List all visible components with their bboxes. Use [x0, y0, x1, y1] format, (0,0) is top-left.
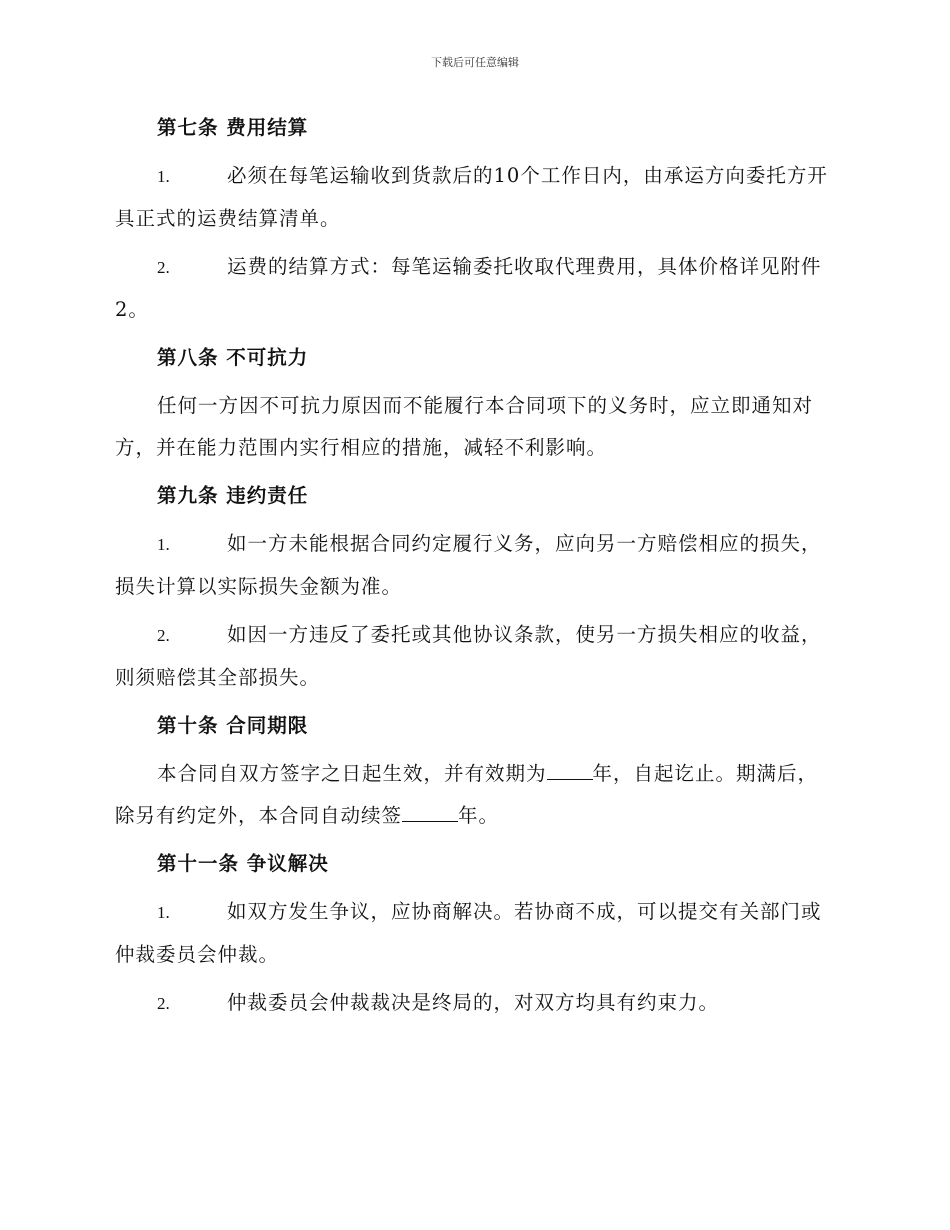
item-text: 必须在每笔运输收到货款后的10个工作日内，由承运方向委托方开具正式的运费结算清单。	[115, 164, 828, 230]
section-heading: 第十一条 争议解决	[157, 852, 329, 875]
item-number: 1.	[157, 167, 170, 186]
item-number: 2.	[157, 626, 170, 645]
item-text: 仲裁委员会仲裁裁决是终局的，对双方均具有约束力。	[227, 991, 720, 1014]
item-number: 1.	[157, 903, 170, 922]
text-part: 年，自起讫止。期满后，除另有约定外，本合同自动续签	[115, 762, 819, 827]
item-number: 2.	[157, 994, 170, 1013]
text-part: 年。	[458, 804, 500, 827]
fill-in-blank	[402, 801, 458, 822]
section-heading: 第七条 费用结算	[157, 116, 309, 139]
list-item	[115, 614, 835, 699]
text-part: 本合同自双方签字之日起生效，并有效期为	[157, 762, 547, 785]
document-body	[115, 107, 835, 1031]
item-text: 运费的结算方式：每笔运输委托收取代理费用，具体价格详见附件2。	[115, 255, 822, 321]
section-heading: 第九条 违约责任	[157, 484, 309, 507]
item-text: 如因一方违反了委托或其他协议条款，使另一方损失相应的收益，则须赔偿其全部损失。	[115, 623, 822, 689]
section-heading: 第八条 不可抗力	[157, 346, 309, 369]
list-item	[115, 246, 835, 331]
page-header: 下载后可任意编辑	[431, 56, 519, 69]
item-text: 如双方发生争议，应协商解决。若协商不成，可以提交有关部门或仲裁委员会仲裁。	[115, 900, 822, 966]
section-heading: 第十条 合同期限	[157, 714, 309, 737]
paragraph	[115, 753, 835, 837]
list-item	[115, 155, 835, 240]
item-number: 1.	[157, 535, 170, 554]
paragraph: 任何一方因不可抗力原因而不能履行本合同项下的义务时，应立即通知对方，并在能力范围内实行相应的措施，减轻不利影响。	[115, 394, 814, 459]
item-text: 如一方未能根据合同约定履行义务，应向另一方赔偿相应的损失，损失计算以实际损失金额为准。	[115, 532, 822, 598]
list-item	[115, 523, 835, 608]
list-item	[115, 982, 835, 1025]
list-item	[115, 891, 835, 976]
fill-in-blank	[547, 759, 593, 780]
item-number: 2.	[157, 258, 170, 277]
